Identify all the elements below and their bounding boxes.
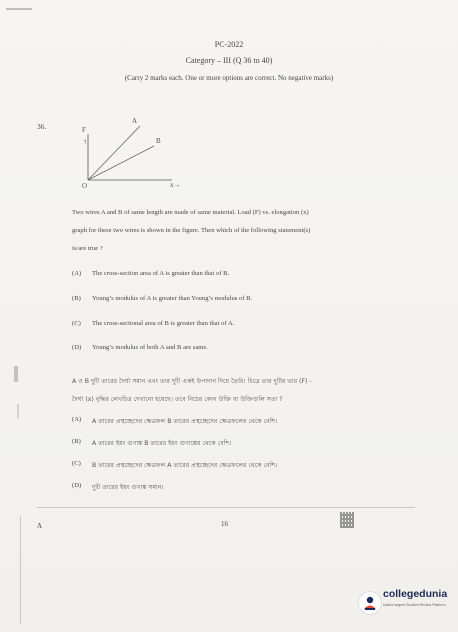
bengali-option-b-text: A তারের ইয়ং গুণাঙ্ক B তারের ইয়ং গুণাঙ্কের থেকে বেশি। bbox=[92, 440, 232, 447]
line-a bbox=[88, 126, 140, 180]
line-a-label: A bbox=[132, 117, 138, 125]
force-elongation-graph bbox=[72, 112, 192, 194]
bengali-option-d-label[interactable]: (D) bbox=[72, 482, 82, 489]
up-arrow-icon: ↑ bbox=[83, 137, 87, 146]
bengali-option-a-label[interactable]: (A) bbox=[72, 416, 82, 423]
bengali-option-d-text: দুটি তারের ইয়ং গুণাঙ্ক সমান। bbox=[92, 484, 164, 491]
footer-divider bbox=[37, 507, 415, 508]
page-number: 16 bbox=[221, 520, 228, 528]
question-text-line: graph for these two wires is shown in the figure. Then which of the following statement(s) bbox=[72, 227, 311, 234]
marking-instructions: (Carry 2 marks each. One or more options are correct. No negative marks) bbox=[124, 74, 334, 82]
x-axis-label: x→ bbox=[170, 181, 181, 189]
booklet-set-label: A bbox=[37, 522, 43, 530]
bengali-option-b-label[interactable]: (B) bbox=[72, 438, 81, 445]
watermark-tagline: India's largest Student Review Platform bbox=[383, 603, 446, 607]
option-c-text: The cross-sectional area of B is greater than that of A. bbox=[92, 320, 235, 327]
option-b-text: Young’s modulus of A is greater than Young’s modulus of B. bbox=[92, 295, 253, 302]
option-b-label[interactable]: (B) bbox=[72, 295, 81, 302]
bengali-option-c-text: B তারের প্রস্থচ্ছেদের ক্ষেত্রফল A তারের প্রস্থচ্ছেদের ক্ষেত্রফলের থেকে বেশি। bbox=[92, 462, 278, 469]
watermark-brand: collegedunia bbox=[383, 588, 448, 600]
category-title: Category – III (Q 36 to 40) bbox=[185, 56, 273, 65]
margin-scan-mark bbox=[17, 404, 19, 418]
qr-code-icon bbox=[340, 512, 354, 528]
bengali-option-c-label[interactable]: (C) bbox=[72, 460, 81, 467]
option-a-label[interactable]: (A) bbox=[72, 270, 82, 277]
question-text-line: Two wires A and B of same length are made of same material. Load (F) vs. elongation (x) bbox=[72, 209, 309, 216]
y-axis-label: F bbox=[82, 126, 86, 134]
bengali-option-a-text: A তারের প্রস্থচ্ছেদের ক্ষেত্রফল B তারের প্রস্থচ্ছেদের ক্ষেত্রফলের থেকে বেশি। bbox=[92, 418, 278, 425]
line-b-label: B bbox=[156, 137, 161, 145]
margin-line bbox=[20, 516, 21, 624]
option-a-text: The cross-section area of A is greater than that of B. bbox=[92, 270, 230, 277]
margin-scan-mark bbox=[14, 366, 18, 382]
line-b bbox=[88, 146, 154, 180]
question-number: 36. bbox=[37, 122, 47, 131]
paper-code: PC-2022 bbox=[214, 40, 244, 49]
bengali-question-line: দৈর্ঘ্য (x) বৃদ্ধির লেখচিত্র দেখানো হয়েছে। তবে নিচের কোন উক্তি বা উক্তিগুলি সত্য ? bbox=[72, 396, 283, 403]
option-c-label[interactable]: (C) bbox=[72, 320, 81, 327]
question-text-line: is/are true ? bbox=[72, 245, 103, 252]
collegedunia-logo-icon bbox=[358, 591, 382, 615]
bengali-question-line: A ও B দুটি তারের দৈর্ঘ্য সমান এবং তার দুটি একই উপাদান দিয়ে তৈরি। চিত্রে তার দুটির ভার (F) - bbox=[72, 378, 312, 385]
option-d-label[interactable]: (D) bbox=[72, 344, 82, 351]
origin-label: O bbox=[82, 182, 88, 190]
scan-mark bbox=[6, 8, 32, 10]
option-d-text: Young’s modulus of both A and B are same. bbox=[92, 344, 209, 351]
